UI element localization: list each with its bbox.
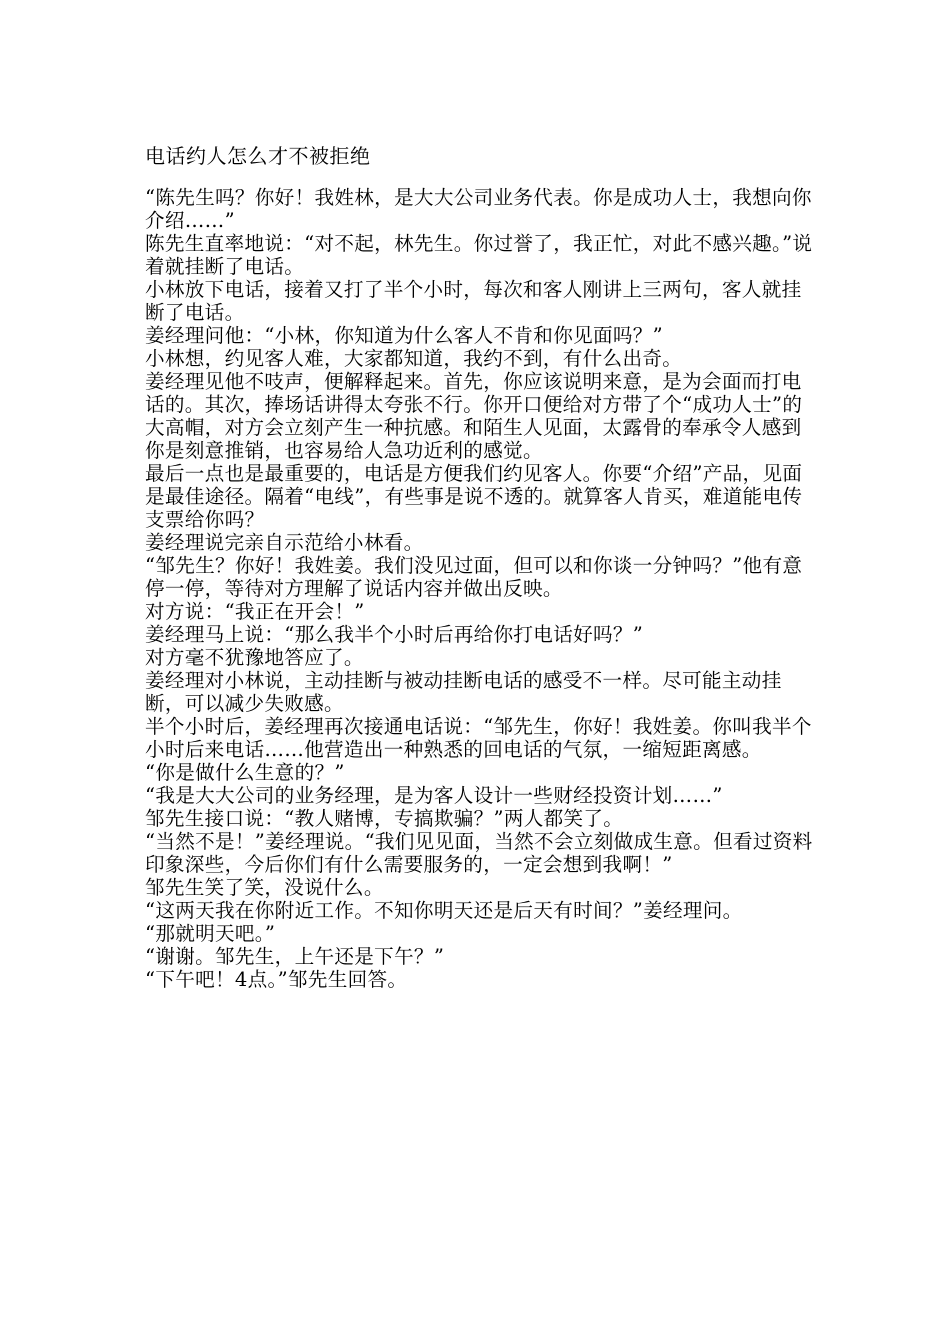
paragraph: “我是大大公司的业务经理，是为客人设计一些财经投资计划……” (145, 784, 723, 807)
paragraph: “邹先生？你好！我姓姜。我们没见过面，但可以和你谈一分钟吗？”他有意停一停，等待对方理解了说话内容并做出反映。 (145, 554, 803, 600)
paragraph: 姜经理问他：“小林，你知道为什么客人不肯和你见面吗？” (145, 324, 663, 347)
paragraph: 姜经理见他不吱声，便解释起来。首先，你应该说明来意，是为会面而打电话的。其次，捧场话讲得太夸张不行。你开口便给对方带了个“成功人士”的大高帽，对方会立刻产生一种抗感。和陌生人见面，太露骨的奉承令人感到你是刻意推销，也容易给人急功近利的感觉。 (145, 370, 803, 462)
paragraph: “陈先生吗？你好！我姓林，是大大公司业务代表。你是成功人士，我想向你介绍……” (145, 186, 812, 232)
paragraph: 陈先生直率地说：“对不起，林先生。你过誉了，我正忙，对此不感兴趣。”说着就挂断了电话。 (145, 232, 813, 278)
paragraph: 邹先生笑了笑，没说什么。 (145, 876, 384, 899)
paragraph: 小林放下电话，接着又打了半个小时，每次和客人刚讲上三两句，客人就挂断了电话。 (145, 278, 802, 324)
paragraph: “当然不是！”姜经理说。“我们见见面，当然不会立刻做成生意。但看过资料印象深些，今后你们有什么需要服务的，一定会想到我啊！” (145, 830, 813, 876)
paragraph: “谢谢。邹先生，上午还是下午？” (145, 945, 445, 968)
paragraph: 对方说：“我正在开会！” (145, 600, 365, 623)
paragraph: 姜经理对小林说，主动挂断与被动挂断电话的感受不一样。尽可能主动挂断，可以减少失败感。 (145, 669, 782, 715)
paragraph: “那就明天吧。” (145, 922, 276, 945)
paragraph: 小林想，约见客人难，大家都知道，我约不到，有什么出奇。 (145, 347, 683, 370)
document-page (145, 140, 817, 991)
paragraph: “这两天我在你附近工作。不知你明天还是后天有时间？”姜经理问。 (145, 899, 743, 922)
paragraph: “你是做什么生意的？” (145, 761, 345, 784)
paragraph: 对方毫不犹豫地答应了。 (145, 646, 364, 669)
paragraph: 姜经理马上说：“那么我半个小时后再给你打电话好吗？” (145, 623, 644, 646)
paragraph: 姜经理说完亲自示范给小林看。 (145, 531, 424, 554)
document-title: 电话约人怎么才不被拒绝 (145, 144, 371, 168)
paragraph: “下午吧！4点。”邹先生回答。 (145, 968, 408, 991)
paragraph: 邹先生接口说：“教人赌博，专搞欺骗？”两人都笑了。 (145, 807, 624, 830)
paragraph: 最后一点也是最重要的，电话是方便我们约见客人。你要“介绍”产品，见面是最佳途径。隔着“电线”，有些事是说不透的。就算客人肯买，难道能电传支票给你吗？ (145, 462, 803, 531)
paragraph: 半个小时后，姜经理再次接通电话说：“邹先生，你好！我姓姜。你叫我半个小时后来电话……他营造出一种熟悉的回电话的气氛，一缩短距离感。 (145, 715, 812, 761)
document-body (145, 186, 817, 991)
